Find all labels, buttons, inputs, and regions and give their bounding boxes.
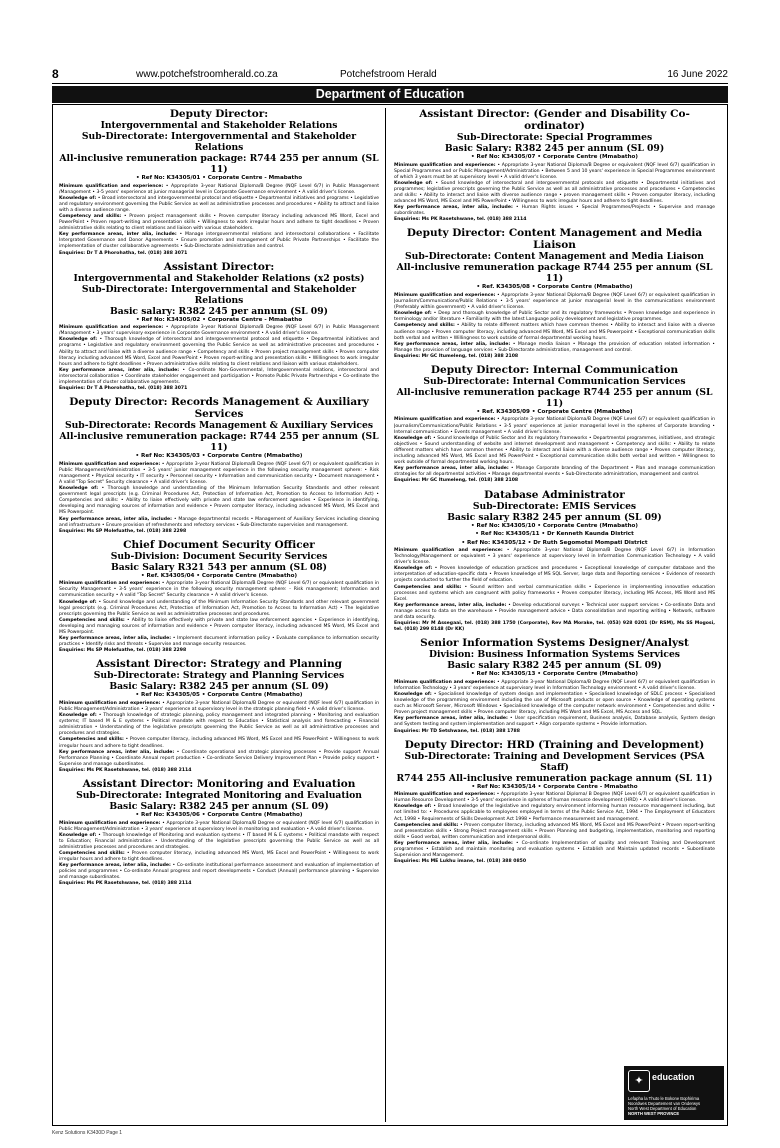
reference-number: • Ref No: K34305/10 • Corporate Centre (Mmabatho) <box>471 522 638 529</box>
requirement-paragraph <box>59 600 379 618</box>
requirement-text: • Proven knowledge of education practices and procedures • Exceptional knowledge of computer database and the interpretation of education-specific data • Proven knowledge of MS SQL Server, large data and Reporting services • Evidence of research projects conducted to further the field of education. <box>394 566 715 584</box>
requirement-paragraph <box>394 692 715 716</box>
job-subtitle: Sub-Directorate: Strategy and Planning Services <box>93 670 345 682</box>
requirement-text: • Implement document information policy • Evaluate compliance to information security practices • Identify risks and threats • Supervise and manage security resources. <box>59 636 379 648</box>
job-advert <box>59 396 379 535</box>
job-subtitle: Sub-Directorate: EMIS Services <box>472 500 637 512</box>
job-subtitle: Sub-Directorate: Integrated Monitoring and Evaluation <box>76 790 362 802</box>
requirement-paragraph <box>394 323 715 341</box>
requirement-paragraph <box>394 181 715 205</box>
requirement-text: • Appropriate 3-year National Diploma/B Degree (NQF Level 6/7) or equivalent qualification in Security Management • 3-5 years' experience in the following security management sphere: - Risk management; Information and communication security • A valid "Top Secret" Security clearance • A valid driver's license. <box>59 581 379 599</box>
job-subtitle: Sub-Directorate: Content Management and Media Liaison <box>405 251 704 263</box>
job-subtitle: Sub-Directorate: Training and Development Services (PSA Staff) <box>404 750 705 773</box>
requirement-paragraph <box>394 603 715 621</box>
footer-note: Kenz Solutions K3430D Page 1 <box>52 1130 123 1136</box>
requirement-heading: Minimum qualification and experience: <box>59 325 164 331</box>
reference-number: • Ref No: K34305/06 • Corporate Centre (Mmabatho) <box>135 812 303 819</box>
requirement-text: • Proven project management skills • Proven computer literacy including advanced MS Word, Excel and PowerPoint • Proven report-writing and presentation skills • Willingness to work irregular hours and adhere to tight deadlines • Proven administrative skills relating to client relations and liaison with various stakeholders. <box>59 213 379 232</box>
requirement-heading: Minimum qualification and experience: <box>394 417 496 423</box>
page-number: 8 <box>52 67 59 81</box>
reference-number: • Ref. K34305/09 • Corporate Centre (Mmabatho) <box>476 408 633 415</box>
requirement-heading: Minimum qualification and experience: <box>59 700 161 706</box>
requirement-text: • Proven computer literacy, including advanced MS Word, MS Excel and PowerPoint • Willingness to work irregular hours and adhere to tight deadlines. <box>59 851 379 863</box>
job-advert <box>394 489 715 634</box>
requirement-paragraph <box>394 566 715 584</box>
job-subtitle: R744 255 All-inclusive remuneration package annum (SL 11) <box>396 772 713 784</box>
requirement-paragraph <box>59 581 379 599</box>
job-subtitle: Basic Salary: R382 245 per annum (SL 09) <box>109 801 329 813</box>
requirement-paragraph <box>394 205 715 217</box>
requirement-text: • Proven computer literacy, including advanced MS Word, MS Excel and MS PowerPoint • Proven report-writing and presentation skills • Strong Project management skills • Proven Planning and budgeting, implementation, monitoring and reporting skills • Good verbal, written communication and interpersonal skills. <box>394 822 715 840</box>
requirement-paragraph <box>59 214 379 232</box>
requirement-text: • Appropriate 3-year National Diploma/B Degree or equivalent (NQF level 6/7) qualification in Special Programmes and or Public Management/Administration • Between 5 and 10 years' experience in Special Programmes environment of which 3 years must be at supervisory level • A valid driver's license. <box>394 162 715 180</box>
requirement-text: • User specification requirement, Business analysis, Database analysis, System design and System testing and system implementation and support • Align corporate systems • Provide information. <box>394 716 715 728</box>
website-link[interactable]: www.potchefstroomherald.co.za <box>136 69 278 80</box>
requirement-heading: Competencies and skills: <box>59 617 125 623</box>
requirement-text: • Sound knowledge and understanding of the Minimum Information Security Standards and other relevant government legal prescripts (e.g. Criminal Procedures Act, Protection of Information Act, Promotion to Access to Information Act) • The legislative prescripts governing the Public Service as well as administrative processes and procedures. <box>59 599 379 617</box>
job-subtitle: Sub-Division: Document Security Services <box>110 550 328 562</box>
enquiries-contact: Enquiries: Ms SP Molefuathe, tel. (018) 388 2298 <box>59 528 187 534</box>
logo-word: education <box>652 1072 695 1082</box>
job-subtitle: Intergovernmental and Stakeholder Relations <box>100 120 338 131</box>
requirement-text: • Manage intergovernmental relations and intersectoral collaborations • Facilitate Intergrated Governance and Donor Agreements • Ensure promotion and management of Public Private Partnerships • Facilitate the implementation of cluster collaborative agreements • Sub-Directorate administration and control. <box>59 232 379 250</box>
requirement-heading: Knowledge of: <box>59 195 97 201</box>
enquiries-contact: Enquiries: Mr TD Setshwane, tel. (018) 388 1788 <box>394 728 520 734</box>
requirement-heading: Knowledge of: <box>59 337 98 343</box>
logo-line: NORTH WEST PROVINCE <box>628 1111 680 1116</box>
job-title: Assistant Director: (Gender and Disability Co-ordinator) <box>419 108 690 132</box>
job-subtitle: Sub-Directorate: Records Management & Auxiliary Services <box>64 420 374 432</box>
requirement-heading: Competencies and skills: <box>59 851 125 856</box>
job-subtitle: All-inclusive remuneration package R744 255 per annum (SL 11) <box>396 262 713 285</box>
job-subtitle: Sub-Directorate: Special Programmes <box>456 132 653 143</box>
requirement-text: • Appropriate 3-year National Diploma/B Degree (NQF Level 6/7) or equivalent qualification in Journalism/Communications/Public Relations • 3-5 years' experience at junior managerial level in the spheres of Corporate branding • Internal communication • Events management • A valid driver's license. <box>394 417 715 435</box>
requirement-text: • Manage departmental records • Management of Auxiliary Services including cleaning and infrastructure • Ensure provision of refreshments and refectory services • Sub-Directorate supervision and management. <box>59 516 379 528</box>
requirement-text: • Co-ordinate Implementation of quality and relevant Training and Development programmes • Establish and maintain monitoring and evaluation systems • Establish and Maintain updated records • Subordinate Supervision and Management. <box>394 840 715 859</box>
requirement-heading: Key performance areas, inter alia, include: <box>394 840 513 846</box>
requirement-heading: Minimum qualification and experience: <box>59 581 161 587</box>
requirement-text: • Appropriate 3-year National Diploma/B Degree (NQF Level 6/7) or equivalent qualification in Public Management/Administration • 3-5 years' junior management experience in the following security management sphere: • Risk management • Physical security • IT security • Personnel security • Information and communication security • Document management • A valid "Top Secret" Security clearance • A valid driver's license. <box>59 461 379 485</box>
requirement-paragraph <box>59 737 379 749</box>
enquiries-contact: Enquiries: Ms PK Rasetshwane, tel. (018) 388 2114 <box>59 767 192 773</box>
reference-number: • Ref No: K34305/14 • Corporate Centre - Mmabatho <box>471 783 638 790</box>
requirement-heading: Competencies and skills: <box>59 737 124 743</box>
requirement-paragraph <box>394 823 715 841</box>
job-subtitle: Basic salary: R382 245 per annum (SL 09) <box>110 305 328 317</box>
requirement-text: • Appropriate 3-year National Diploma/ B Degree (NQF Level 6/7) or equivalent qualification in Human Resource Development • 3-5 years' experience in spheres of human resource development (HRD) • A valid driver's license. <box>394 792 715 804</box>
requirement-heading: Minimum qualification and experience: <box>59 183 164 189</box>
job-subtitle: Basic salary R382 245 per annum (SL 09) <box>447 511 662 523</box>
requirement-paragraph <box>59 462 379 486</box>
job-advert <box>59 261 379 393</box>
requirement-text: • Appropriate 3-year National Diploma/B Degree (NQF Level 6/7) in Public Management /Management • 3-5 years' experience at junior managerial level in Corporate Governance environment • A valid driver's license. <box>59 183 379 195</box>
requirement-text: • Appropriate 3-year National Diploma/B Degree (NQF Level 6/7) in Information Technology/Management or equivalent • 3 years' experience at supervisory level in Information Communication Technology • A valid driver's license. <box>394 548 715 566</box>
requirement-heading: Knowledge of: <box>59 486 99 492</box>
enquiries-contact: Enquiries: Ms ME Lukhu imane, tel. (018) 388 0850 <box>394 859 527 865</box>
job-title: Deputy Director: HRD (Training and Development) <box>404 738 705 751</box>
requirement-paragraph <box>394 804 715 822</box>
job-subtitle: Intergovernmental and Stakeholder Relations (x2 posts) <box>73 272 365 284</box>
requirement-heading: Key performance areas, inter alia, include: <box>394 466 509 472</box>
requirement-paragraph <box>394 293 715 311</box>
requirement-heading: Key performance areas, inter alia, include: <box>59 232 177 238</box>
requirement-text: • Appropriate 3-year National Diploma/B Degree (NQF Level 6/7) or equivalent qualification in Journalism/Communications/Public Relations • 3-5 years' experience at junior managerial level in the communications environment (Preferably within government) • A valid driver's license. <box>394 292 715 311</box>
requirement-heading: Competency and skills: <box>394 323 455 329</box>
requirement-text: • Develop educational surveys • Technical user support services • Co-ordinate Data and manage access to data on the warehouse • Provide management advice • Data consolidation and reporting writing • Network, software and data security. <box>394 602 715 621</box>
enquiries-contact: Enquiries: Dr T A Phorohatha, tel. (018) 388 3071 <box>59 386 188 392</box>
left-column <box>59 108 379 892</box>
enquiries-contact: Enquiries: Ms PK Rasetshwane, tel. (018) 388 2114 <box>59 881 192 887</box>
job-title: Deputy Director: Content Management and Media Liaison <box>406 227 703 252</box>
requirement-paragraph <box>59 232 379 250</box>
requirement-paragraph <box>59 713 379 737</box>
job-advert <box>59 539 379 655</box>
requirement-text: • Coordinate operational and strategic planning processes • Provide support Annual Performance Planning • Coordinate Annual report production • Co-ordinate Service Delivery Improvement Plan • Provide policy support • Supervise and manage subordinates. <box>59 749 379 767</box>
job-subtitle: Sub-Directorate: Intergovernmental and Stakeholder Relations <box>81 131 357 153</box>
requirement-heading: Knowledge of: <box>394 311 432 317</box>
job-title: Senior Information Systems Designer/Analyst <box>420 637 689 650</box>
reference-number: • Ref No: K34305/13 • Corporate Centre (Mmabatho) <box>471 671 638 678</box>
requirement-paragraph <box>59 517 379 529</box>
logo-line: North West Department of Education <box>628 1106 697 1111</box>
requirement-heading: Key performance areas, inter alia, include: <box>394 602 507 608</box>
requirement-paragraph <box>59 368 379 386</box>
education-logo <box>624 1066 724 1120</box>
job-advert <box>59 778 379 888</box>
requirement-paragraph <box>394 792 715 804</box>
requirement-text: • Ability to relate different matters which have common themes • Ability to interact and liaise with a diverse audience range • Proven computer literacy, including advanced MS Word, MS Excel and MS Powerpoint • Exceptional communication skills both verbal and written • Willingness to work outside of formal departmental working hours. <box>394 323 715 341</box>
enquiries-contact: Enquiries: Mr M Assegaai, tel. (018) 388 1750 (Corporate), Rev MA Morake, tel. (053) 928 0201 (Dr RSM), Ms SS Mogosi, tel. (018) 299 8148 (Dr KK) <box>394 621 715 633</box>
requirement-paragraph <box>59 486 379 516</box>
requirement-text: • Thorough knowledge of Monitoring and evaluation systems • IT based M & E systems • Political mandate with respect to Education; Financial administration • Understanding of the legislative prescripts governing the Public Service as well as all administrative processes and procedures and strategies. <box>59 832 379 850</box>
requirement-heading: Knowledge of: <box>394 692 432 697</box>
requirement-heading: Knowledge of: <box>394 435 432 441</box>
requirement-paragraph <box>394 311 715 323</box>
job-advert <box>394 739 715 866</box>
requirement-text: • Appropriate 3-year National Diploma/B Degree or equivalent (NQF level 6/7) qualification in Public Management/Administration • 3 years' experience at supervisory level in the strategic planning field • A valid driver's license. <box>59 700 379 712</box>
requirement-paragraph <box>59 618 379 636</box>
requirement-paragraph <box>394 436 715 466</box>
job-subtitle: All-inclusive remuneration package: R744 255 per annum (SL 11) <box>59 431 379 454</box>
requirement-paragraph <box>59 863 379 881</box>
requirement-text: • Broad knowledge of the legislative and regulatory environment informing human resource management including, but not limited to: • Procedures applicable to employees employed in terms of the Public Service Act, 1994 • The Employment of Educators Act, 1998 • Requirements of Skills Development Act 1998 • Performance measurement and management. <box>394 804 715 822</box>
requirement-heading: Competencies and skills: <box>394 822 459 828</box>
requirement-text: • Thorough knowledge of strategic planning, policy management and integrated planning • Monitoring and evaluation systems; IT based M & E systems • Political mandate with respect to Education • Statistical analysis and forecasting • Financial administration • Understanding of the legislative prescripts governing the Public Service as well as all administrative processes and procedures and strategies. <box>59 713 379 737</box>
requirement-paragraph <box>394 585 715 603</box>
job-advert <box>394 637 715 734</box>
right-column <box>394 108 715 869</box>
requirement-text: • Appropriate 3-year National Diploma/B Degree or equivalent (NQF level 6/7) qualification in Public Management/Administration • 3 years' experience at supervisory level in monitoring and evaluation • A valid driver's license. <box>59 820 379 832</box>
requirement-text: • Manage Corporate branding of the Department • Plan and manage communication strategies for all departmental activities • Manage departmental events • Sub-Directorate administration, management and control. <box>394 466 715 478</box>
requirement-heading: Knowledge of: <box>394 804 432 810</box>
requirement-paragraph <box>59 337 379 367</box>
requirement-heading: Key performance areas, inter alia, include: <box>394 341 511 347</box>
job-title: Database Administrator <box>484 488 625 501</box>
requirement-paragraph <box>59 851 379 863</box>
reference-number: • Ref No: K34305/07 • Corporate Centre (Mmabatho) <box>471 154 638 160</box>
job-subtitle: Basic Salary: R382 245 per annum (SL 09) <box>109 681 329 693</box>
requirement-paragraph <box>59 184 379 196</box>
requirement-paragraph <box>59 196 379 214</box>
requirement-heading: Minimum qualification and experience: <box>394 292 496 298</box>
reference-number: • Ref. K34305/08 • Corporate Centre (Mmabatho) <box>476 284 633 291</box>
requirement-paragraph <box>394 548 715 566</box>
job-title: Assistant Director: Strategy and Planning <box>95 658 343 671</box>
requirement-paragraph <box>59 636 379 648</box>
reference-number: • Ref No: K34305/01 • Corporate Centre - Mmabatho <box>135 175 303 181</box>
enquiries-contact: Enquiries: Ms PK Rasetshwane, tel. (018) 388 2114 <box>394 217 527 223</box>
requirement-heading: Minimum qualification and experience: <box>394 162 496 168</box>
job-subtitle: Basic Salary R321 543 per annum (SL 08) <box>111 561 327 573</box>
logo-line: Noordwes Departement van Onderwys <box>628 1101 701 1106</box>
requirement-paragraph <box>394 417 715 435</box>
enquiries-contact: Enquiries: Mr GC Itumeleng, tel. (018) 388 2108 <box>394 353 519 359</box>
job-title: Assistant Director: Monitoring and Evaluation <box>82 778 356 791</box>
requirement-text: • Manage media liaison • Manage the provision of education related information • Manage the provision of language services • Sub-Directorate administration, management and control. <box>394 341 715 353</box>
requirement-paragraph <box>394 342 715 354</box>
job-advert <box>394 364 715 485</box>
reference-number: • Ref. K34305/04 • Corporate Centre (Mmabatho) <box>140 572 298 579</box>
requirement-heading: Minimum qualification and experience: <box>394 792 496 798</box>
requirement-heading: Key performance areas, inter alia, include: <box>394 205 513 211</box>
requirement-text: • Thorough knowledge and understanding of the Minimum Information Security Standards and other relevant government legal prescripts (e.g. Criminal Procedures Act, Protection of Information Act, Promotion to Access to Information Act) • Competencies and skills: • Ability to liaise effectively with private and state law enforcement agencies • Experience in identifying, developing and managing sources of information and evidence • Proven computer literacy, including advanced MS Word, MS Excel and MS Powerpoint. <box>59 486 379 516</box>
job-subtitle: All-inclusive remuneration package R744 255 per annum (SL 11) <box>396 386 713 409</box>
requirement-text: • Proven computer literacy, including advanced MS Word, MS Excel and MS PowerPoint • Willingness to work irregular hours and adhere to tight deadlines. <box>59 737 379 749</box>
job-subtitle: Basic Salary: R382 245 per annum (SL 09) <box>444 143 665 154</box>
job-subtitle: All-inclusive remuneration package: R744 255 per annum (SL 11) <box>59 153 379 175</box>
header-rule <box>52 83 728 84</box>
requirement-heading: Competency and skills: <box>59 213 122 219</box>
requirement-heading: Key performance areas, inter alia, include: <box>59 516 172 522</box>
job-subtitle: Basic salary R382 245 per annum (SL 09) <box>447 660 662 672</box>
crest-icon: ✦ <box>628 1070 650 1092</box>
requirement-heading: Key performance areas, inter alia, include: <box>394 716 508 722</box>
enquiries-contact: Enquiries: Mr GC Itumeleng, tel. (018) 388 2108 <box>394 478 519 484</box>
reference-number: • Ref No: K34305/05 • Corporate Centre (Mmabatho) <box>135 692 303 699</box>
requirement-heading: Key performance areas, inter alia, include: <box>59 367 180 373</box>
reference-number: • Ref No: K34305/03 • Corporate Centre (Mmabatho) <box>135 453 303 460</box>
requirement-heading: Knowledge of: <box>59 713 97 719</box>
job-subtitle: Division: Business Information Systems Services <box>429 649 680 661</box>
requirement-heading: Key performance areas, inter alia, include: <box>59 636 172 642</box>
requirement-heading: Minimum qualification and experience: <box>394 548 503 553</box>
requirement-paragraph <box>59 750 379 768</box>
requirement-paragraph <box>394 163 715 181</box>
reference-number: • Ref No: K34305/12 • Dr Ruth Segomotsi Mompati District <box>461 539 648 546</box>
department-banner: Department of Education <box>52 86 728 103</box>
job-advert <box>59 658 379 774</box>
requirement-text: • Appropriate 3-year National Diploma/B Degree (NQF Level 6/7) in Public Management /Management • 3 years' supervisory experience in Corporate Governance environment • A valid driver's license. <box>59 325 379 337</box>
requirement-text: • Human Rights issues • Special Programmes/Projects • Supervise and manage subordinates. <box>394 205 715 217</box>
job-title: Chief Document Security Officer <box>123 538 315 551</box>
requirement-paragraph <box>394 680 715 692</box>
requirement-paragraph <box>59 325 379 337</box>
page-header <box>52 66 728 82</box>
job-title: Deputy Director: Internal Communication <box>430 363 679 376</box>
job-advert <box>394 227 715 360</box>
job-subtitle: Sub-Directorate: Intergovernmental and Stakeholder Relations <box>81 283 357 306</box>
logo-line: Lefapha la Thuto le Bokone Bophirima <box>628 1096 700 1101</box>
requirement-text: • Sound knowledge of Public Sector and its regulatory frameworks • Departmental programmes, initiatives, and strategic objectives • Sound understanding of website and internet development and management • Competency and skills: • Ability to relate different matters which have common themes • Ability to interact and liaise with a diverse audience range • Proven computer literacy, including advanced MS Word, MS Excel and MS PowerPoint • Exceptional communication skills both verbal and written • Willingness to work outside of formal departmental working hours. <box>394 435 715 466</box>
column-divider <box>385 108 386 1122</box>
requirement-heading: Key performance areas, inter alia, include: <box>59 863 171 869</box>
requirement-heading: Minimum qualification and experience: <box>59 461 161 467</box>
enquiries-contact: Enquiries: Ms SP Molefuathe, tel. (018) 388 2298 <box>59 648 187 654</box>
issue-date: 16 June 2022 <box>667 69 728 80</box>
requirement-heading: Knowledge of: <box>394 180 433 186</box>
requirement-paragraph <box>59 833 379 851</box>
requirement-text: • Sound knowledge of intersectoral and intergovernmental protocols and etiquette • Departmental initiatives and programmes; legislative prescripts governing the Public Service as well as all administrative processes and procedures • Competencies and skills: • Ability to interact and liaise with diverse audience range • proven management skills • Proven computer literacy, including advanced MS Word, MS Excel and MS PowerPoint • Willingness to work irregular hours and adhere to tight deadlines. <box>394 180 715 205</box>
requirement-text: • Deep and thorough knowledge of Public Sector and its regulatory frameworks • Proven knowledge and experience in terminology and/or literature • Familiarity with the latest Language policy development and legislative programmes. <box>394 311 715 323</box>
newspaper-name: Potchefstroom Herald <box>340 69 437 80</box>
requirement-heading: Knowledge of: <box>59 832 97 838</box>
reference-number: • Ref No: K34305/11 • Dr Kenneth Kaunda District <box>475 531 634 537</box>
requirement-heading: Knowledge of: <box>394 566 433 572</box>
requirement-heading: Knowledge of: <box>59 599 97 605</box>
requirement-text: • Co-ordinate institutional performance assessment and evaluation of implementation of policies and programmes • Co-ordinate Annual progress and report developments • Conduct (Annual) performance planning • Supervise and manage subordinates. <box>59 863 379 881</box>
requirement-heading: Minimum qualification and experience: <box>59 820 161 826</box>
requirement-heading: Key performance areas, inter alia, include: <box>59 749 175 755</box>
requirement-paragraph <box>59 821 379 833</box>
requirement-text: • Sound written and verbal communication skills • Experience in implementing innovative education processes and systems which are congruent with policy frameworks • Proven computer literacy, including MS Access, MS Word and MS Excel. <box>394 584 715 602</box>
requirement-text: • Thorough knowledge of intersectoral and intergovernmental protocol and etiquette • Departmental initiatives and programs • Legislative and regulatory environment governing the Public Service as well as administrative processes and procedures • Ability to attract and liaise with a diverse audience range • Competency and skills • Proven project management skills • Proven computer literacy including advanced MS Word, Excel and PowerPoint • Proven report-writing and presentation skills • Willingness to work irregular hours and adhere to tight deadlines • Proven administrative skills relating to client relations and liaison with various stakeholders. <box>59 337 379 367</box>
requirement-text: • Ability to liaise effectively with private and state law enforcement agencies • Experience in identifying, developing and managing sources of information and evidence • Proven computer literacy, including advanced MS Word, MS Excel and MS Powerpoint. <box>59 617 379 636</box>
requirement-paragraph <box>394 716 715 728</box>
requirement-text: • Co-ordinate Non-Governmental, Intergovernmental relations, intersectoral and intersectoral collaboration • Coordinate stakeholder engagement and participation • Promote Public Private Partnerships • Co-ordinate the implementation of cluster collaborative agreements. <box>59 367 379 385</box>
job-title: Assistant Director: <box>163 260 275 273</box>
requirement-heading: Minimum qualification and experience: <box>394 679 496 685</box>
requirement-paragraph <box>394 466 715 478</box>
requirement-heading: Competencies and skills: <box>394 584 462 590</box>
requirement-paragraph <box>394 841 715 859</box>
requirement-paragraph <box>59 701 379 713</box>
job-advert <box>394 108 715 223</box>
requirement-text: • Broad intersectoral and intergovernmental protocol and etiquette • Departmental initiatives and programs • Legislative and regulatory environment governing the Public Service as well as administrative processes and procedures • Ability to attract and liaise with a diverse audience range. <box>59 195 379 213</box>
requirement-text: • Specialised knowledge of system design and implementation • Specialised knowledge of SDLC process • Specialised knowledge of the programming environment including the use of Microsoft products or open source • Knowledge of operating systems such as Microsoft Server, Microsoft Windows • Specialised knowledge of the computer network environment • Competencies and skills: • Proven project management skills • Proven computer literacy, including MS Word and MS Excel, MS Access and SQL. <box>394 692 715 716</box>
job-advert <box>59 108 379 257</box>
reference-number: • Ref No: K34305/02 • Corporate Centre - Mmabatho <box>135 316 303 323</box>
job-title: Deputy Director: Records Management & Auxiliary Services <box>69 396 369 421</box>
enquiries-contact: Enquiries: Dr T A Phorohatha, tel. (018) 388 3071 <box>59 250 188 256</box>
requirement-text: • Appropriate 3-year National Diploma/B Degree (NQF Level 6/7) or equivalent qualification in Information Technology • 3 years' experience at supervisory level in Information Technology environment • A valid driver's license. <box>394 679 715 691</box>
job-title: Deputy Director: <box>169 108 269 120</box>
job-subtitle: Sub-Directorate: Internal Communication Services <box>423 375 686 387</box>
